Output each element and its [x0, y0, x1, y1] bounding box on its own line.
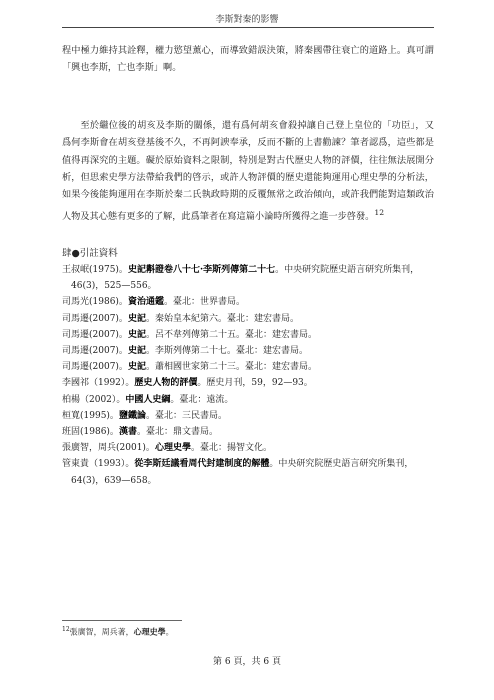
- body-paragraph-2: [62, 117, 434, 225]
- reference-title: 中國人史綱: [125, 394, 171, 405]
- body-paragraph-1: 程中極力維持其詮釋，權力慾望薰心，而導致錯誤決策，將秦國帶往衰亡的道路上。真可謂「興也李斯，亡也李斯」啊。: [62, 45, 434, 74]
- reference-author: 司馬遷(2007)。: [62, 346, 128, 357]
- reference-item: [62, 456, 434, 488]
- footnote-number: 12: [62, 626, 70, 633]
- reference-author: 管東貴（1993）。: [62, 459, 135, 470]
- reference-source: 。臺北：世界書局。: [163, 297, 245, 308]
- footnote-text: 張廣智，周兵著，: [69, 627, 134, 637]
- page-number: 第 6 頁，共 6 頁: [213, 657, 281, 667]
- reference-source: 。李斯列傳第二十七。臺北：建宏書局。: [145, 346, 308, 357]
- reference-item: [62, 343, 434, 359]
- reference-item: [62, 359, 434, 375]
- reference-source: 。中央研究院歷史語言研究所集刊，46(3)，525—556。: [71, 265, 420, 292]
- reference-author: 桓寬(1995)。: [62, 410, 119, 421]
- reference-source: 。秦始皇本紀第六。臺北：建宏書局。: [145, 313, 299, 324]
- reference-author: 王叔岷(1975)。: [62, 265, 128, 275]
- reference-source: 。臺北：遠流。: [170, 394, 234, 405]
- reference-item: [62, 408, 434, 424]
- reference-title: 心理史學: [154, 443, 191, 454]
- footnote-title: 心理史學: [133, 626, 166, 637]
- footnote: [62, 626, 174, 638]
- reference-title: 史記: [127, 329, 146, 340]
- reference-author: 司馬遷(2007)。: [62, 329, 128, 340]
- reference-source: 。臺北：揚智文化。: [190, 443, 272, 454]
- reference-author: 司馬遷(2007)。: [62, 313, 128, 324]
- reference-author: 司馬遷(2007)。: [62, 362, 128, 373]
- reference-item: [62, 440, 434, 456]
- reference-source: 。呂不韋列傳第二十五。臺北：建宏書局。: [145, 329, 317, 340]
- reference-title: 漢書: [118, 427, 137, 438]
- reference-title: 鹽鐵論: [118, 410, 146, 421]
- reference-author: 司馬光(1986)。: [62, 297, 128, 308]
- footnote-marker: 12: [374, 207, 385, 217]
- reference-item: [62, 424, 434, 440]
- reference-item: [62, 392, 434, 408]
- reference-source: 。臺北：三民書局。: [145, 410, 227, 421]
- running-header: 李斯對秦的影響: [215, 15, 279, 25]
- footnote-divider: [62, 620, 182, 621]
- references-heading: 肆●引註資料: [62, 248, 118, 259]
- reference-title: 資治通鑑: [127, 297, 164, 308]
- reference-source: 。蕭相國世家第二十三。臺北：建宏書局。: [145, 362, 317, 373]
- reference-source: 。歷史月刊，59，92—93。: [197, 378, 313, 389]
- reference-author: 柏楊（2002）。: [62, 394, 126, 405]
- reference-title: 史記: [127, 362, 146, 373]
- reference-source: 。中央研究院歷史語言研究所集刊，64(3)，639—658。: [71, 459, 414, 486]
- reference-source: 。臺北：鼎文書局。: [136, 427, 218, 438]
- reference-author: 張廣智，周兵(2001)。: [62, 443, 155, 454]
- reference-item: [62, 375, 434, 391]
- reference-item: [62, 294, 434, 310]
- reference-author: 班固(1986)。: [62, 427, 119, 438]
- reference-item: [62, 327, 434, 343]
- reference-title: 從李斯廷議看周代封建制度的解體: [134, 459, 270, 470]
- reference-author: 李國祁（1992）。: [62, 378, 135, 389]
- paragraph-text: 至於繼位後的胡亥及李斯的關係，還有爲何胡亥會殺掉讓自己登上皇位的「功臣」，又爲何李斯會在胡亥登基後不久，不再阿諛奉承，反而不斷的上書勸諫？筆者認爲，這些都是值得再深究的主題。礙於原始資料之限制，特別是對古代歷史人物的評價，往往無法展開分析，但思索史學方法帶給我們的啓示，或許人物評價的歷史還能夠運用心理史學的分析法，如果今後能夠運用在李斯於秦二氏執政時期的反覆無常之政治傾向，或許我們能對這類政治人物及其心態有更多的了解，此爲筆者在寫這篇小論時所獲得之進一步啓發。: [62, 120, 434, 222]
- reference-title: 史記: [127, 313, 146, 324]
- reference-title: 史記: [127, 346, 146, 357]
- reference-title: 史記斠證卷八十七·李斯列傳第二十七: [127, 265, 276, 275]
- references-list: [62, 262, 434, 489]
- reference-title: 歷史人物的評價: [134, 378, 198, 389]
- header-divider: [62, 27, 434, 28]
- reference-item: [62, 262, 434, 294]
- footnote-end: 。: [165, 627, 174, 637]
- reference-item: [62, 311, 434, 327]
